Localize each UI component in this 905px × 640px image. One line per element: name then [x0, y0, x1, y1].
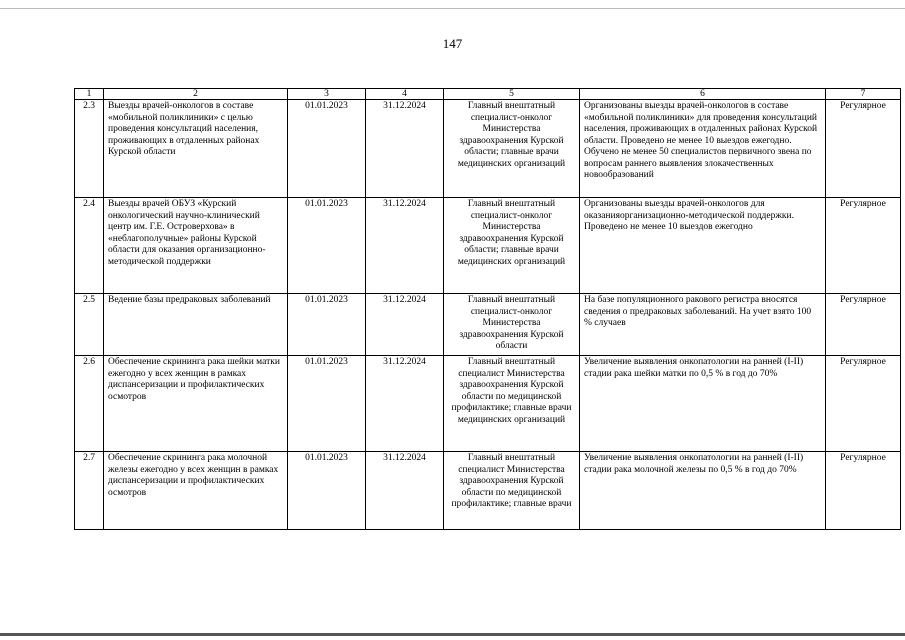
column-header: 3 — [288, 89, 366, 100]
start-date-cell: 01.01.2023 — [288, 294, 366, 356]
scan-edge-top — [0, 8, 905, 9]
result-cell: Организованы выезды врачей-онкологов в составе «мобильной поликлиники» для проведения консультаций населения, проживающих в отдаленных районах Курской области. Проведено не менее 10 выездов ежегодно. Обучено не менее 50 специалистов первичного звена по вопросам раннего выявления злокачественных новообразований — [580, 100, 826, 198]
column-header: 2 — [104, 89, 288, 100]
frequency-cell: Регулярное — [826, 356, 901, 452]
end-date-cell: 31.12.2024 — [366, 452, 444, 530]
start-date-cell: 01.01.2023 — [288, 100, 366, 198]
column-header: 5 — [444, 89, 580, 100]
table-row — [75, 452, 901, 530]
responsible-cell: Главный внештатный специалист Министерства здравоохранения Курской области по медицинской профилактике; главные врачи медицинских организаций — [444, 356, 580, 452]
start-date-cell: 01.01.2023 — [288, 356, 366, 452]
row-number-cell: 2.6 — [75, 356, 104, 452]
column-header: 4 — [366, 89, 444, 100]
table-row — [75, 356, 901, 452]
page-number: 147 — [442, 36, 463, 51]
row-number-cell: 2.5 — [75, 294, 104, 356]
frequency-cell: Регулярное — [826, 198, 901, 294]
row-number-cell: 2.4 — [75, 198, 104, 294]
result-cell: На базе популяционного ракового регистра вносятся сведения о предраковых заболеваний. На учет взято 100 % случаев — [580, 294, 826, 356]
header-row — [75, 89, 901, 100]
end-date-cell: 31.12.2024 — [366, 294, 444, 356]
table-row — [75, 198, 901, 294]
frequency-cell: Регулярное — [826, 452, 901, 530]
event-cell: Обеспечение скрининга рака шейки матки ежегодно у всех женщин в рамках диспансеризации и профилактических осмотров — [104, 356, 288, 452]
table-row — [75, 100, 901, 198]
event-cell: Выезды врачей ОБУЗ «Курский онкологический научно-клинический центр им. Г.Е. Островерхова» в «неблагополучные» районы Курской области для оказания организационно-методической поддержки — [104, 198, 288, 294]
result-cell: Организованы выезды врачей-онкологов для оказанияорганизационно-методической поддержки. Проведено не менее 10 выездов ежегодно — [580, 198, 826, 294]
responsible-cell: Главный внештатный специалист-онколог Министерства здравоохранения Курской области — [444, 294, 580, 356]
start-date-cell: 01.01.2023 — [288, 452, 366, 530]
scan-edge-bottom — [0, 633, 905, 636]
end-date-cell: 31.12.2024 — [366, 198, 444, 294]
row-number-cell: 2.3 — [75, 100, 104, 198]
responsible-cell: Главный внештатный специалист-онколог Министерства здравоохранения Курской области; главные врачи медицинских организаций — [444, 100, 580, 198]
responsible-cell: Главный внештатный специалист Министерства здравоохранения Курской области по медицинской профилактике; главные врачи — [444, 452, 580, 530]
frequency-cell: Регулярное — [826, 100, 901, 198]
table-row — [75, 294, 901, 356]
plan-table — [74, 88, 901, 530]
frequency-cell: Регулярное — [826, 294, 901, 356]
end-date-cell: 31.12.2024 — [366, 100, 444, 198]
column-header: 7 — [826, 89, 901, 100]
event-cell: Ведение базы предраковых заболеваний — [104, 294, 288, 356]
result-cell: Увеличение выявления онкопатологии на ранней (I-II) стадии рака молочной железы по 0,5 % в год до 70% — [580, 452, 826, 530]
end-date-cell: 31.12.2024 — [366, 356, 444, 452]
event-cell: Выезды врачей-онкологов в составе «мобильной поликлиники» с целью проведения консультаций населения, проживающих в отдаленных районах Курской области — [104, 100, 288, 198]
column-header: 6 — [580, 89, 826, 100]
start-date-cell: 01.01.2023 — [288, 198, 366, 294]
row-number-cell: 2.7 — [75, 452, 104, 530]
result-cell: Увеличение выявления онкопатологии на ранней (I-II) стадии рака шейки матки по 0,5 % в год до 70% — [580, 356, 826, 452]
event-cell: Обеспечение скрининга рака молочной железы ежегодно у всех женщин в рамках диспансеризации и профилактических осмотров — [104, 452, 288, 530]
column-header: 1 — [75, 89, 104, 100]
responsible-cell: Главный внештатный специалист-онколог Министерства здравоохранения Курской области; главные врачи медицинских организаций — [444, 198, 580, 294]
